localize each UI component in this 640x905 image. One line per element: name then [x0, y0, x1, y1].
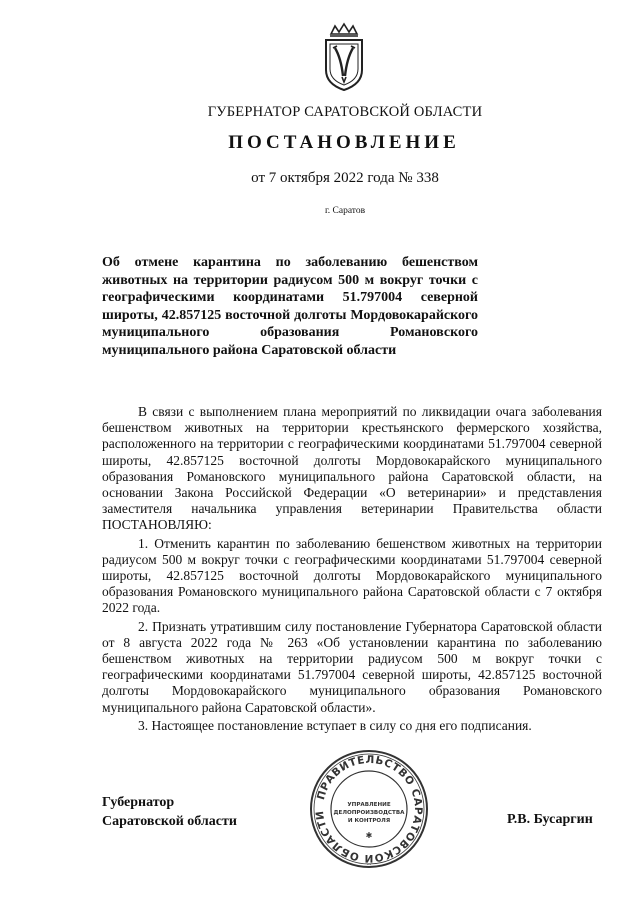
document-city: г. Саратов [324, 206, 366, 216]
clause-1: 1. Отменить карантин по заболеванию бешенством животных на территории радиусом 500 м вокруг точки с географическими координатами 51.797004 северной широты, 42.857125 восточной долготы Мордовокарайского муниципального образования Романовского муниципального района Саратовской области с 7 октября 2022 года. [102, 535, 602, 616]
document-body [102, 404, 602, 734]
stamp-ring-text: ПРАВИТЕЛЬСТВО САРАТОВСКОЙ ОБЛАСТИ [313, 753, 425, 865]
document-type-title: ПОСТАНОВЛЕНИЕ [228, 132, 460, 153]
official-stamp [308, 748, 430, 870]
stamp-line-1: УПРАВЛЕНИЕ [347, 802, 391, 808]
signatory-position-line1: Губернатор [102, 795, 175, 810]
signatory-position [102, 793, 237, 831]
clause-2: 2. Признать утратившим силу постановление Губернатора Саратовской области от 8 августа 2022 года № 263 «Об установлении карантина по заболеванию бешенством животных на территории радиусом 500 м вокруг точки с географическими координатами 51.797004 северной широты, 42.857125 восточной долготы Мордовокарайского муниципального образования Романовского муниципального района Саратовской области». [102, 618, 602, 715]
issuing-authority: ГУБЕРНАТОР САРАТОВСКОЙ ОБЛАСТИ [207, 104, 483, 120]
document-subject: Об отмене карантина по заболеванию бешенством животных на территории радиусом 500 м вокруг точки с географическими координатами 51.797004 северной широты, 42.857125 восточной долготы Мордовокарайского муниципального образования Романовского муниципального района Саратовской области [102, 255, 478, 358]
stamp-star-icon: ✱ [365, 831, 373, 840]
signatory-name: Р.В. Бусаргин [507, 812, 593, 827]
coat-of-arms-icon [321, 22, 367, 92]
clause-3: 3. Настоящее постановление вступает в силу со дня его подписания. [138, 717, 532, 733]
stamp-line-2: ДЕЛОПРОИЗВОДСТВА [333, 810, 405, 816]
stamp-line-3: И КОНТРОЛЯ [347, 818, 391, 824]
document-date-number: от 7 октября 2022 года № 338 [251, 170, 439, 186]
preamble-paragraph: В связи с выполнением плана мероприятий по ликвидации очага заболевания бешенством животных на территории крестьянского фермерского хозяйства, расположенного на территории с географическими координатами 51.797004 северной широты, 42.857125 восточной долготы Мордовокарайского муниципального образования Романовского муниципального района Саратовской области, на основании Закона Российской Федерации «О ветеринарии» и представления заместителя начальника управления ветеринарии Правительства области ПОСТАНОВЛЯЮ: [102, 404, 602, 533]
signatory-position-line2: Саратовской области [102, 814, 237, 829]
